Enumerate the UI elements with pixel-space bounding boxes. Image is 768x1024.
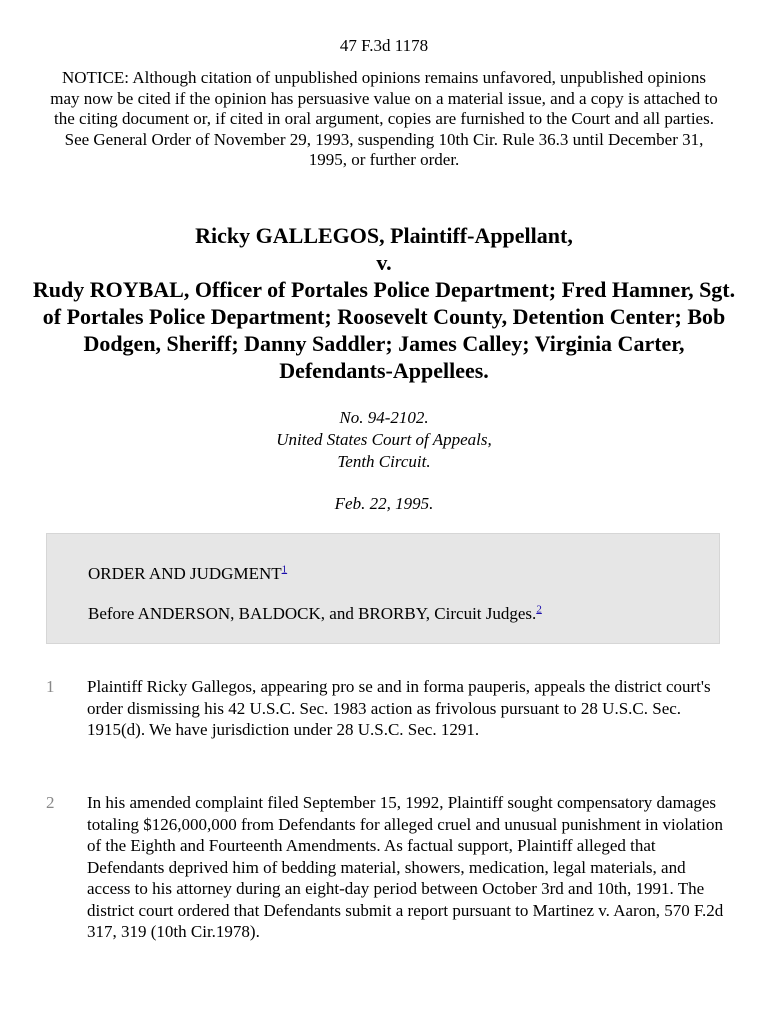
caption-versus: v. — [376, 250, 392, 275]
docket-number: No. 94-2102. — [339, 408, 429, 427]
case-citation: 47 F.3d 1178 — [339, 36, 429, 55]
caption-plaintiff: Ricky GALLEGOS, Plaintiff-Appellant, — [195, 223, 573, 248]
unpublished-notice: NOTICE: Although citation of unpublished opinions remains unfavored, unpublished opinions may now be cited if the opinion has persuasive value on a material issue, and a copy is attached to the citing document or, if cited in oral argument, copies are furnished to the Court and all parties. See General Order of November 29, 1993, suspending 10th Cir. Rule 36.3 until December 31, 1995, or further order. — [50, 68, 718, 169]
court-name: United States Court of Appeals, — [276, 430, 492, 449]
paragraph-text: Plaintiff Ricky Gallegos, appearing pro se and in forma pauperis, appeals the district court's order dismissing his 42 U.S.C. Sec. 1983 action as frivolous pursuant to 28 U.S.C. Sec. 1915(d). We have jurisdiction under 28 U.S.C. Sec. 1291. — [87, 677, 711, 739]
footnote-2-link[interactable]: 2 — [536, 603, 542, 616]
order-title-line — [88, 564, 287, 584]
panel-judges: Before ANDERSON, BALDOCK, and BRORBY, Circuit Judges. — [88, 604, 537, 623]
footnote-1-link[interactable]: 1 — [281, 563, 288, 576]
court-info — [0, 407, 768, 473]
case-caption — [30, 222, 738, 384]
panel-line — [88, 604, 542, 624]
circuit-name: Tenth Circuit. — [337, 452, 431, 471]
caption-defendants: Rudy ROYBAL, Officer of Portales Police Department; Fred Hamner, Sgt. of Portales Police Department; Roosevelt County, Detention Center; Bob Dodgen, Sheriff; Danny Saddler; James Calley; Virginia Carter, Defendants-Appellees. — [32, 277, 736, 383]
paragraph-text: In his amended complaint filed September 15, 1992, Plaintiff sought compensatory damages totaling $126,000,000 from Defendants for alleged cruel and unusual punishment in violation of the Eighth and Fourteenth Amendments. As factual support, Plaintiff alleged that Defendants deprived him of bedding material, showers, medication, legal materials, and access to his attorney during an eight-day period between October 3rd and 10th, 1991. The district court ordered that Defendants submit a report pursuant to Martinez v. Aaron, 570 F.2d 317, 319 (10th Cir.1978). — [87, 793, 724, 941]
decision-date: Feb. 22, 1995. — [334, 494, 434, 513]
paragraph-number: 2 — [46, 793, 55, 812]
order-judgment-box — [46, 533, 720, 644]
order-title: ORDER AND JUDGMENT — [88, 564, 282, 583]
paragraph-number: 1 — [46, 677, 55, 696]
